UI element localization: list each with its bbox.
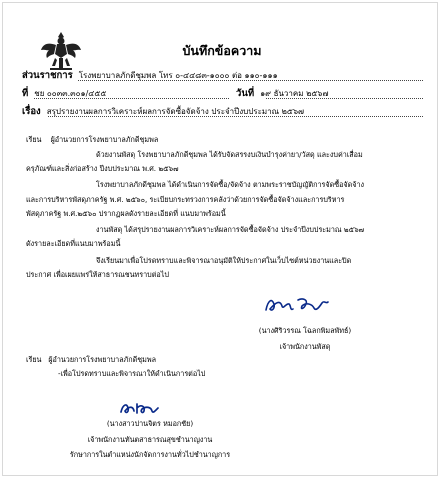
memo-title: บันทึกข้อความ (182, 43, 262, 58)
ref-label: ที่ (22, 88, 29, 99)
para2-line2: และการบริหารพัสดุภาครัฐ พ.ศ. ๒๕๖๐, ระเบียบกระทรวงการคลังว่าด้วยการจัดซื้อจัดจ้างและการบริหาร (26, 195, 345, 204)
ref-dotted-line (34, 98, 229, 99)
salutation-row (26, 136, 158, 143)
subject-dotted-line (48, 116, 423, 117)
endorse-row (26, 356, 156, 363)
signer2-position2: รักษาการในตำแหน่งนักจัดการงานทั่วไปชำนาญการ (69, 450, 231, 459)
salutation-value: ผู้อำนวยการโรงพยาบาลภักดีชุมพล (50, 135, 159, 144)
para1-line1: ด้วยงานพัสดุ โรงพยาบาลภักดีชุมพล ได้รับจัดสรรงบเงินบำรุงค่ายา/วัสดุ และงบค่าเสื่อม (96, 150, 363, 159)
salutation-label: เรียน (26, 135, 42, 144)
agency-label: ส่วนราชการ (22, 70, 73, 81)
para2-line1: โรงพยาบาลภักดีชุมพล ได้ดำเนินการจัดซื้อ/จัดจ้าง ตามพระราชบัญญัติการจัดซื้อจัดจ้าง (96, 180, 365, 189)
agency-value: โรงพยาบาลภักดีชุมพล โทร ๐-๔๔๘๓-๑๐๐๐ ต่อ ๑๑๐-๑๑๑ (78, 71, 278, 80)
signer2-name: (นางสาวปานจิตร หมอกชัย) (106, 419, 194, 428)
signature-2-icon (118, 398, 160, 418)
subject-value: สรุปรายงานผลการวิเคราะห์ผลการจัดซื้อจัดจ้าง ประจำปีงบประมาณ ๒๕๖๗ (46, 107, 305, 116)
para2-line3: พัสดุภาครัฐ พ.ศ.๒๕๖๐ ปรากฏผลดังรายละเอียดที่ แนบมาพร้อมนี้ (26, 209, 226, 218)
signer1-position: เจ้าพนักงานพัสดุ (279, 342, 331, 351)
endorse-line2: -เพื่อโปรดทราบและพิจารณาให้ดำเนินการต่อไป (58, 369, 206, 378)
signer1-name: (นางศิริวรรณ โฉลกพิมลพัทธ์) (258, 326, 352, 335)
endorse-line1: ผู้อำนวยการโรงพยาบาลภักดีชุมพล (48, 355, 157, 364)
date-dotted-line (266, 98, 423, 99)
para3-line1: งานพัสดุ ได้สรุปรายงานผลการวิเคราะห์ผลการจัดซื้อจัดจ้าง ประจำปีงบประมาณ ๒๕๖๗ (96, 225, 365, 234)
subject-label: เรื่อง (22, 106, 41, 117)
signature-1-icon (262, 294, 332, 316)
para4-line1: จึงเรียนมาเพื่อโปรดทราบและพิจารณาอนุมัติให้ประกาศในเว็บไซต์หน่วยงานและปิด (96, 256, 352, 265)
para3-line2: ดังรายละเอียดที่แนบมาพร้อมนี้ (26, 239, 121, 248)
signer2-position1: เจ้าพนักงานทันตสาธารณสุขชำนาญงาน (87, 435, 213, 444)
agency-dotted-line (78, 80, 423, 81)
para1-line2: ครุภัณฑ์และสิ่งก่อสร้าง ปีงบประมาณ พ.ศ. ๒๕๖๗ (26, 164, 179, 173)
endorse-label: เรียน (26, 355, 42, 364)
ref-value: ชย ๐๐๓๓.๓๐๑/๔๕๕ (34, 89, 107, 98)
date-label: วันที่ (236, 88, 255, 99)
para4-line2: ประกาศ เพื่อเผยแพร่ให้สาธารณชนทราบต่อไป (26, 270, 169, 279)
date-value: ๑๙ ธันวาคม ๒๕๖๗ (260, 89, 329, 98)
